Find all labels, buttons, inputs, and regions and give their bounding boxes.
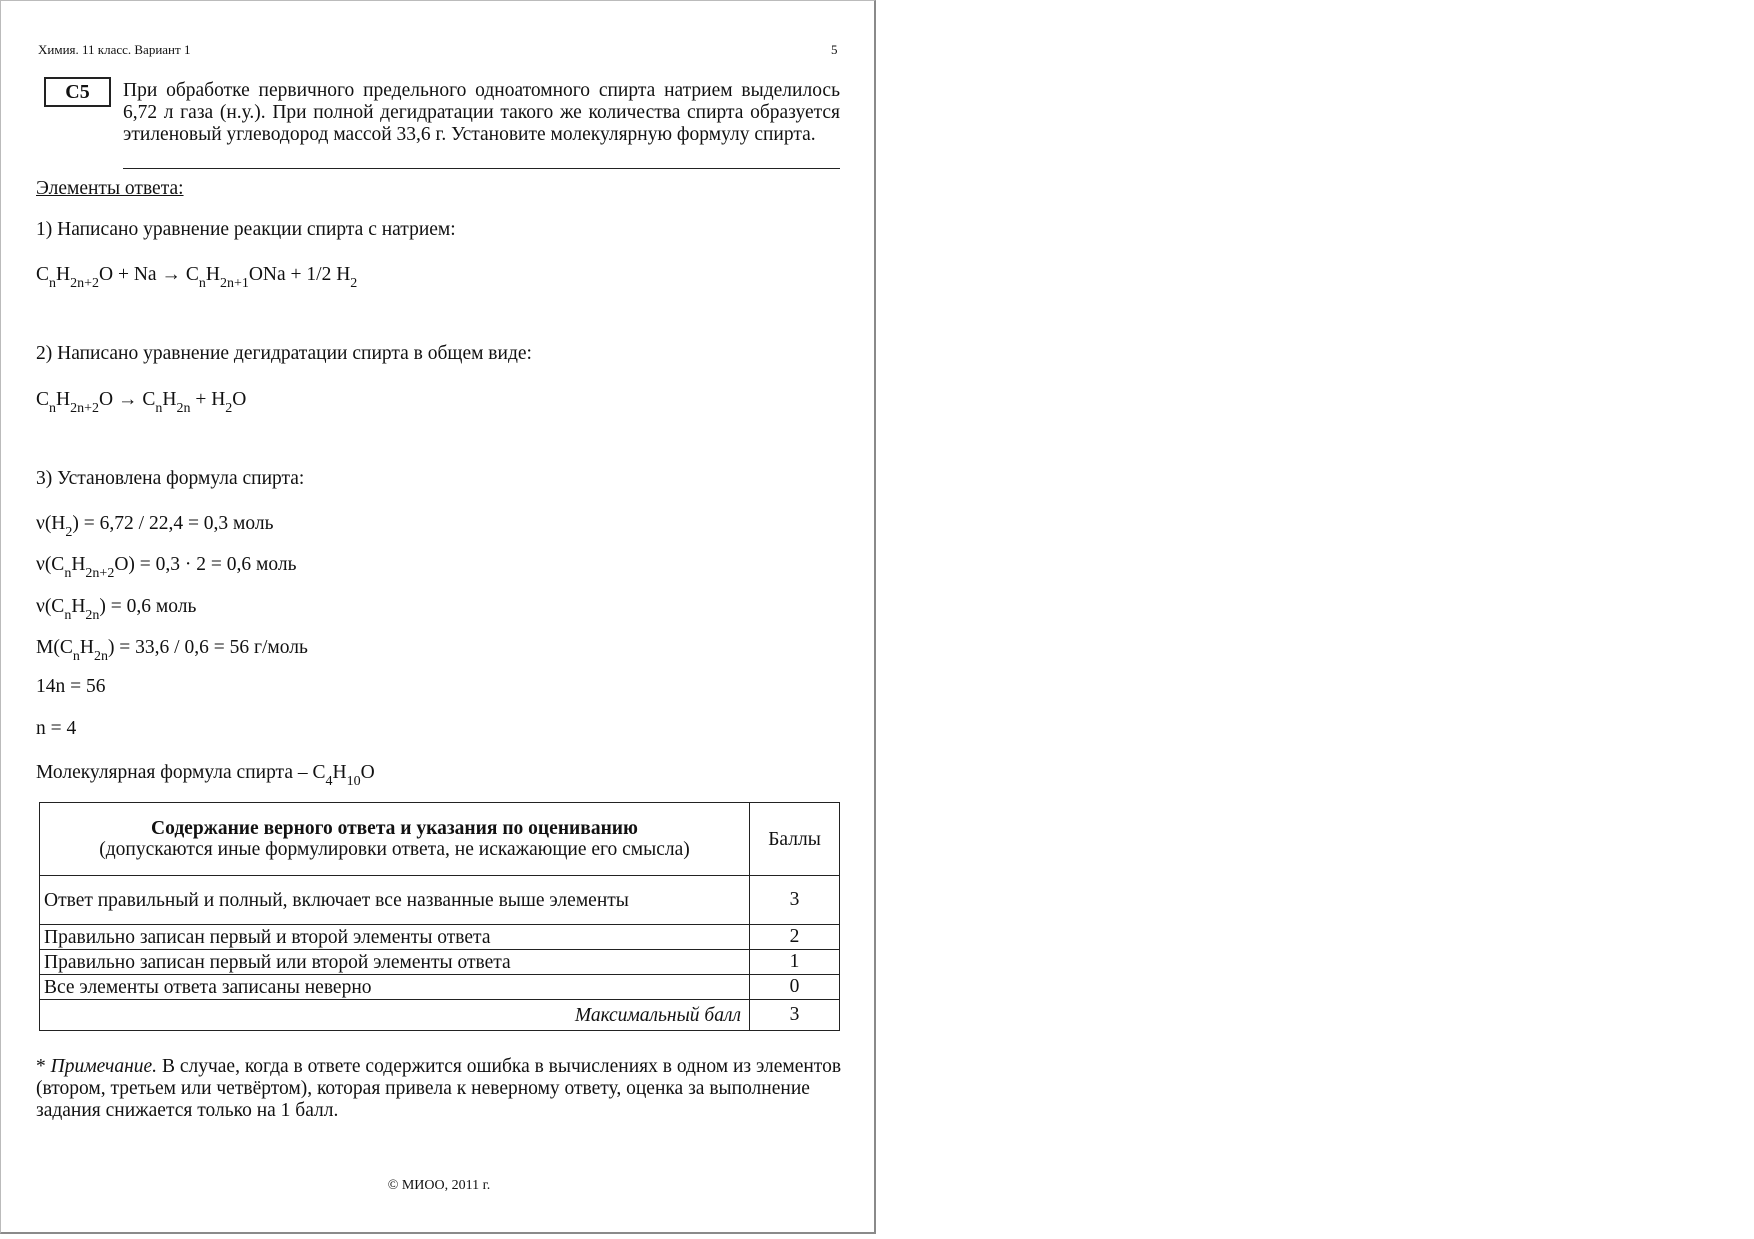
calc-alcohol-moles: $\nu(C_nH_{2n+2}O) = 0,3 \cdot 2 = 0,6$ моль [36,554,297,581]
page-footer: © МИОО, 2011 г. [387,1178,491,1193]
page-number: 5 [831,42,838,57]
task-text: При обработке первичного предельного одноатомного спирта натрием выделилось 6,72 л газа (н.у.). При полной дегидратации такого же количества спирта образуется этиленовый углеводород массой 33,6 г. Установите молекулярную формулу спирта. [123,80,840,145]
step2-title: 2) Написано уравнение дегидратации спирта в общем виде: [36,343,532,364]
grading-table [39,802,840,1031]
table-header-content: Содержание верного ответа и указания по оцениванию (допускаются иные формулировки ответа, не искажающие его смысла) [40,803,750,876]
equation-2: $C_nH_{2n+2}O \to C_nH_{2n} + H_2O$ [36,389,247,416]
document-page [0,0,876,1234]
equation-1: $C_nH_{2n+2}O + Na \to C_nH_{2n+1}ONa + 1/2$ $H_2$ [36,264,358,291]
table-max-row: Максимальный балл 3 [40,1000,840,1031]
calc-molar-mass: $M(C_nH_{2n}) = 33,6 / 0,6 = 56$ г/моль [36,637,308,664]
step3-title: 3) Установлена формула спирта: [36,468,305,489]
calc-hydrogen-moles: $\nu(H_2) = 6,72 / 22,4 = 0,3$ моль [36,513,274,540]
page-header-title: Химия. 11 класс. Вариант 1 [38,42,191,57]
table-row: Правильно записан первый или второй элементы ответа 1 [40,950,840,975]
task-divider [123,168,840,169]
task-label: С5 [44,77,111,107]
answer-heading: Элементы ответа: [36,178,184,199]
calc-alkene-moles: $\nu(C_nH_{2n}) = 0,6$ моль [36,596,197,623]
result-formula: Молекулярная формула спирта – $C_4H_{10}O$ [36,762,375,789]
calc-equation-n: 14n = 56 [36,676,106,697]
table-header-points: Баллы [750,803,840,876]
table-row: Все элементы ответа записаны неверно 0 [40,975,840,1000]
note: * Примечание. В случае, когда в ответе содержится ошибка в вычислениях в одном из элементов (втором, третьем или четвёртом), которая привела к неверному ответу, оценка за выполнение задания снижается только на 1 балл. [36,1056,842,1121]
step1-title: 1) Написано уравнение реакции спирта с натрием: [36,219,456,240]
table-header-row [40,803,840,876]
calc-n-value: n = 4 [36,718,77,739]
table-row: Ответ правильный и полный, включает все названные выше элементы 3 [40,876,840,925]
table-row: Правильно записан первый и второй элементы ответа 2 [40,925,840,950]
